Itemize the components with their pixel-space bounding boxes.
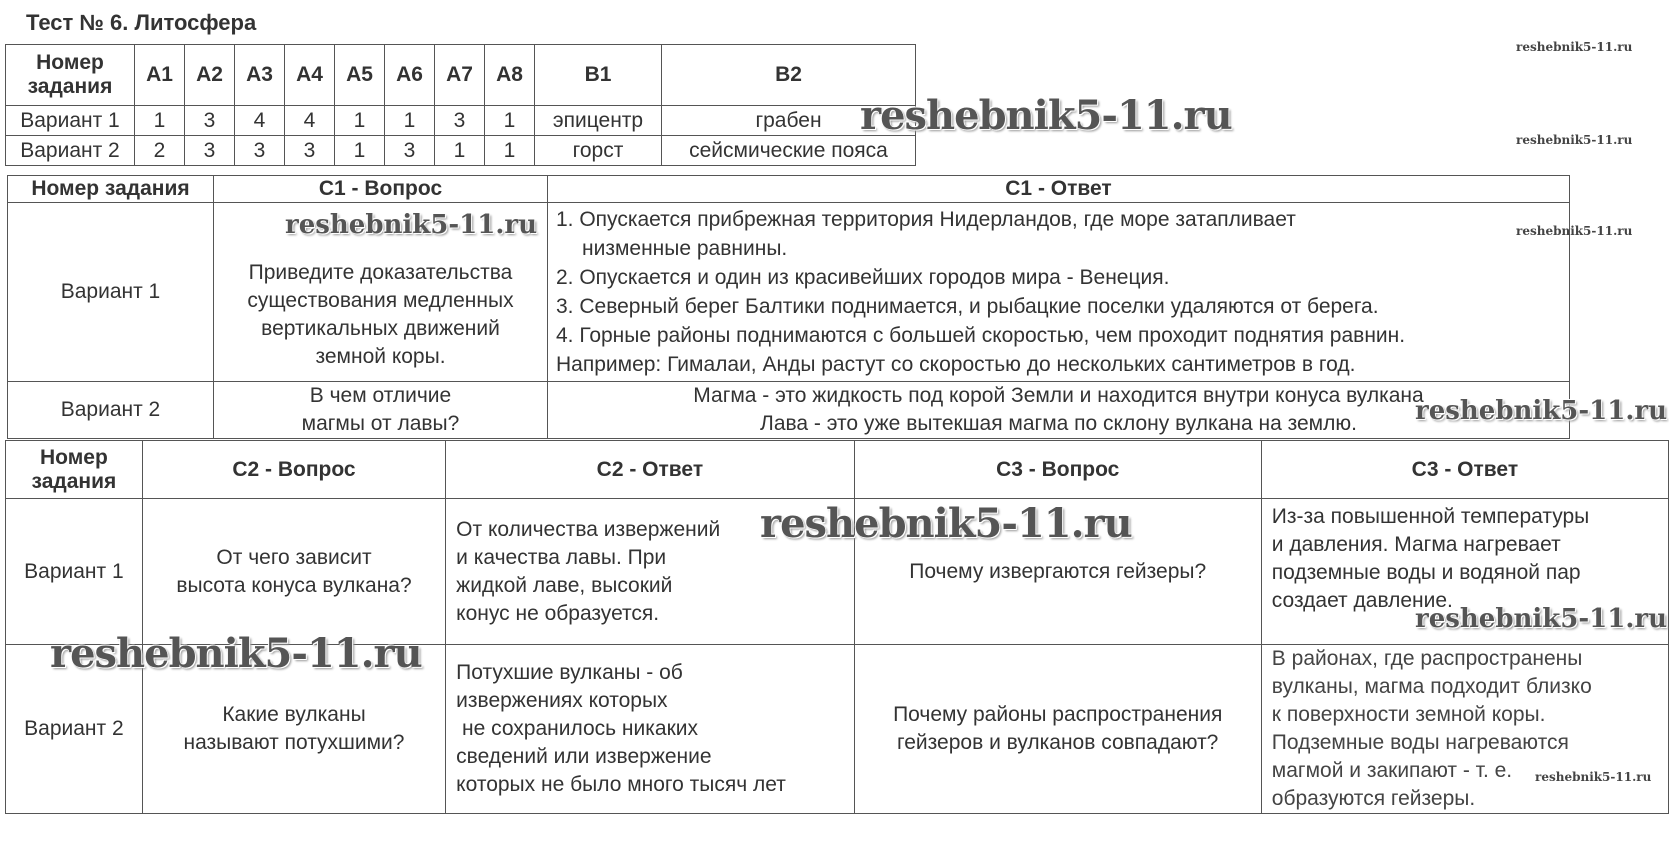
watermark: reshebnik5-11.ru	[1415, 396, 1668, 426]
text-line: 1. Опускается прибрежная территория Нидерландов, где море затапливает	[556, 208, 1296, 231]
row-label: Вариант 2	[6, 645, 143, 814]
text-line: которых не было много тысяч лет	[456, 773, 786, 796]
text-line: называют потухшими?	[183, 731, 405, 754]
text-line: Почему районы распространения	[893, 703, 1223, 726]
text-line: извержениях которых	[456, 689, 668, 712]
header-b2: B2	[662, 45, 916, 106]
row-label: Вариант 2	[8, 382, 214, 439]
cell: 1	[385, 106, 435, 136]
watermark: reshebnik5-11.ru	[1516, 133, 1633, 147]
header-c2-question: C2 - Вопрос	[142, 441, 445, 499]
row-label: Вариант 1	[6, 499, 143, 645]
header-a7: A7	[435, 45, 485, 106]
cell: грабен	[662, 106, 916, 136]
header-c3-answer: C3 - Ответ	[1261, 441, 1668, 499]
cell: 4	[235, 106, 285, 136]
header-a6: A6	[385, 45, 435, 106]
c3-question-v2	[854, 645, 1261, 814]
table-row	[8, 382, 1570, 439]
row-label: Вариант 1	[8, 203, 214, 382]
text-line: и давления. Магма нагревает	[1271, 533, 1561, 556]
cell: сейсмические пояса	[662, 136, 916, 166]
text-line: Почему извергаются гейзеры?	[909, 559, 1207, 583]
text-line: конус не образуется.	[456, 601, 660, 625]
text-line: От количества извержений	[456, 517, 721, 541]
header-a2: A2	[185, 45, 235, 106]
text-line: к поверхности земной коры.	[1271, 703, 1546, 726]
text-line: сведений или извержение	[456, 745, 712, 768]
cell: эпицентр	[535, 106, 662, 136]
cell: 3	[235, 136, 285, 166]
cell: 4	[285, 106, 335, 136]
text-line: образуются гейзеры.	[1271, 787, 1476, 810]
row-label: Вариант 1	[6, 106, 135, 136]
text-line: Из-за повышенной температуры	[1271, 505, 1590, 528]
text-line: высота конуса вулкана?	[176, 573, 412, 597]
text-line: Магма - это жидкость под корой Земли и находится внутри конуса вулкана	[693, 384, 1424, 407]
watermark: reshebnik5-11.ru	[1516, 224, 1633, 238]
text-line: существования медленных	[247, 289, 514, 312]
text-line: магмой и закипают - т. е.	[1271, 759, 1513, 782]
text-line: вулканы, магма подходит близко	[1271, 675, 1592, 698]
header-b1: B1	[535, 45, 662, 106]
header-c1-question: C1 - Вопрос	[214, 176, 548, 203]
cell: 3	[185, 106, 235, 136]
header-a3: A3	[235, 45, 285, 106]
cell: 1	[485, 136, 535, 166]
header-task-number: Номер задания	[6, 441, 143, 499]
answers-table-c1	[7, 175, 1570, 439]
text-line: создает давление.	[1271, 589, 1453, 612]
text-line: 2. Опускается и один из красивейших городов мира - Венеция.	[556, 266, 1170, 289]
text-line: Приведите доказательства	[248, 261, 513, 284]
header-task-number: Номер задания	[8, 176, 214, 203]
text-line: земной коры.	[315, 345, 446, 368]
header-c2-answer: C2 - Ответ	[446, 441, 854, 499]
c3-answer-v2	[1261, 645, 1668, 814]
cell: 3	[185, 136, 235, 166]
cell: 1	[485, 106, 535, 136]
cell: горст	[535, 136, 662, 166]
cell: 1	[335, 136, 385, 166]
text-line: От чего зависит	[216, 545, 372, 569]
table-row	[6, 106, 916, 136]
text-line: Потухшие вулканы - об	[456, 661, 683, 684]
c2-question-v1	[142, 499, 445, 645]
text-line: гейзеров и вулканов совпадают?	[897, 731, 1219, 754]
text-line: 4. Горные районы поднимаются с большей скоростью, чем проходит поднятия равнин.	[556, 324, 1406, 347]
watermark: reshebnik5-11.ru	[1516, 40, 1633, 54]
header-c1-answer: C1 - Ответ	[548, 176, 1570, 203]
cell: 3	[285, 136, 335, 166]
table-header-row	[6, 441, 1669, 499]
text-line: подземные воды и водяной пар	[1271, 561, 1581, 584]
watermark: reshebnik5-11.ru	[760, 500, 1132, 547]
c1-answer-v1	[548, 203, 1570, 382]
answers-table-a-b	[5, 44, 916, 166]
text-line: 3. Северный берег Балтики поднимается, и рыбацкие поселки удаляются от берега.	[556, 295, 1379, 318]
cell: 3	[435, 106, 485, 136]
text-line: Например: Гималаи, Анды растут со скоростью до нескольких сантиметров в год.	[556, 353, 1356, 376]
text-line: В чем отличие	[309, 384, 452, 407]
text-line: Подземные воды нагреваются	[1271, 731, 1569, 754]
watermark: reshebnik5-11.ru	[860, 92, 1232, 139]
text-line: жидкой лаве, высокий	[456, 573, 673, 597]
text-line: Какие вулканы	[222, 703, 366, 726]
cell: 2	[135, 136, 185, 166]
cell: 1	[435, 136, 485, 166]
text-line: В районах, где распространены	[1271, 647, 1583, 670]
header-a5: A5	[335, 45, 385, 106]
header-c3-question: C3 - Вопрос	[854, 441, 1261, 499]
table-header-row	[6, 45, 916, 106]
text-line: и качества лавы. При	[456, 545, 667, 569]
cell: 3	[385, 136, 435, 166]
watermark: reshebnik5-11.ru	[285, 210, 538, 240]
text-line: низменные равнины.	[582, 237, 788, 260]
header-task-number: Номер задания	[6, 45, 135, 106]
header-a8: A8	[485, 45, 535, 106]
c1-question-v2	[214, 382, 548, 439]
table-header-row	[8, 176, 1570, 203]
table-row	[8, 203, 1570, 382]
c2-answer-v2	[446, 645, 854, 814]
watermark: reshebnik5-11.ru	[50, 630, 422, 677]
header-a1: A1	[135, 45, 185, 106]
table-row	[6, 136, 916, 166]
cell: 1	[335, 106, 385, 136]
page-title: Тест № 6. Литосфера	[26, 10, 257, 35]
row-label: Вариант 2	[6, 136, 135, 166]
watermark: reshebnik5-11.ru	[1415, 604, 1668, 634]
cell: 1	[135, 106, 185, 136]
watermark: reshebnik5-11.ru	[1535, 770, 1652, 784]
text-line: магмы от лавы?	[301, 412, 460, 435]
text-line: вертикальных движений	[261, 317, 500, 340]
header-a4: A4	[285, 45, 335, 106]
text-line: не сохранилось никаких	[456, 717, 698, 740]
text-line: Лава - это уже вытекшая магма по склону вулкана на землю.	[760, 412, 1357, 435]
